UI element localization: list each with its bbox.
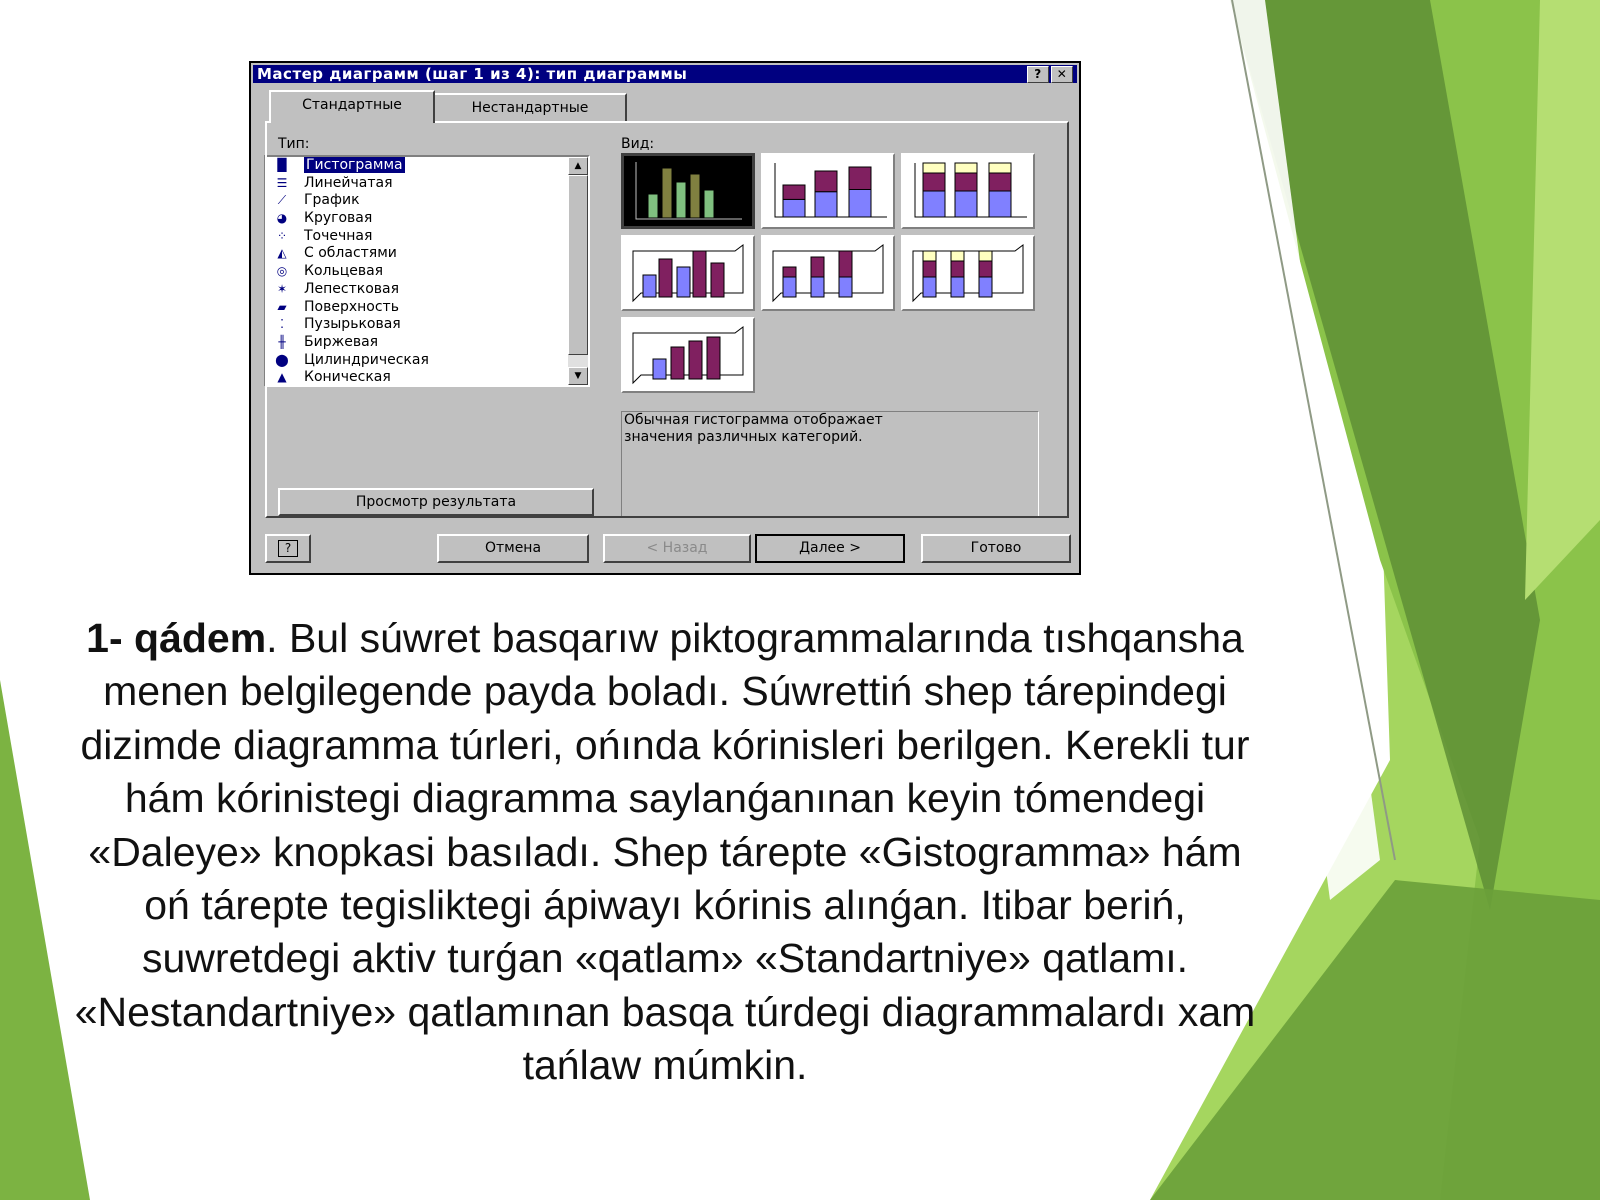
tab-standard[interactable]: Стандартные xyxy=(269,90,435,123)
chart-type-label: Коническая xyxy=(304,369,391,386)
view-label: Вид: xyxy=(621,136,655,152)
chart-type-label: Линейчатая xyxy=(304,174,393,191)
column-chart-icon: ▐▌ xyxy=(272,158,292,172)
dialog-title: Мастер диаграмм (шаг 1 из 4): тип диаграммы xyxy=(257,65,688,83)
chart-type-label: Лепестковая xyxy=(304,280,400,297)
doughnut-chart-icon: ◎ xyxy=(276,264,288,279)
help-question-icon[interactable]: ? xyxy=(1027,66,1049,83)
stock-chart-icon: ╫ xyxy=(278,334,286,349)
finish-button[interactable]: Готово xyxy=(921,534,1071,563)
scatter-chart-icon: ⁘ xyxy=(276,228,288,243)
bubble-chart-icon: ⁚ xyxy=(280,317,284,332)
area-chart-icon: ◭ xyxy=(277,246,287,261)
chart-wizard-dialog xyxy=(249,61,1081,575)
chart-type-label: Пузырьковая xyxy=(304,316,401,333)
chart-type-label: Биржевая xyxy=(304,333,379,350)
dialog-titlebar xyxy=(253,65,1077,83)
caption-step-label: 1- qádem xyxy=(86,615,267,661)
cancel-button[interactable]: Отмена xyxy=(437,534,589,563)
tab-nonstandard[interactable]: Нестандартные xyxy=(433,93,627,121)
chart-type-label: Круговая xyxy=(304,210,373,227)
surface-chart-icon: ▰ xyxy=(277,299,287,314)
tab-panel xyxy=(265,121,1069,518)
next-button[interactable]: Далее > xyxy=(755,534,905,563)
preview-result-button[interactable]: Просмотр результата xyxy=(278,488,594,516)
pie-chart-icon: ◕ xyxy=(276,211,288,226)
chart-type-label: С областями xyxy=(304,245,397,262)
cylinder-chart-icon: ⬤ xyxy=(275,352,289,367)
line-chart-icon: ⟋ xyxy=(277,193,287,208)
chart-type-label: Поверхность xyxy=(304,298,399,315)
scroll-up-icon[interactable]: ▲ xyxy=(568,157,588,175)
chart-type-label: Цилиндрическая xyxy=(304,351,429,368)
close-icon[interactable]: ✕ xyxy=(1051,66,1073,83)
description-line: Обычная гистограмма отображает xyxy=(624,412,883,428)
chart-type-label: Кольцевая xyxy=(304,263,384,280)
caption-text: . Bul súwret basqarıw piktogrammalarında tıshqansha menen belgilegende payda boladı. Súwrettiń shep tárepindegi dizimde diagramma túrleri, ońında kórinisleri berilgen. Kerekli tur hám kóriniѕtegi diagramma saylanǵanınan keyin tómendegi «Daleye» knopkasi basıladı. Shep tárepte «Gistogramma» hám oń tárepte tegisliktegi ápiwayı kórinis alınǵan. Itibar beriń, suwretdegi aktiv turǵan «qatlam» «Standartniye» qatlamı. «Nestandartniye» qatlamınan basqa túrdegi diagrammalardı xam tańlaw múmkin. xyxy=(74,615,1256,1089)
chart-type-label: Гистограмма xyxy=(306,157,403,173)
chart-type-label: Точечная xyxy=(304,227,373,244)
cone-chart-icon: ▲ xyxy=(277,370,287,385)
bar-chart-icon: ☰ xyxy=(276,175,288,190)
office-assistant-help-icon[interactable]: ? xyxy=(265,534,311,563)
back-button[interactable]: < Назад xyxy=(603,534,751,563)
chart-type-label: График xyxy=(304,192,360,209)
description-line: значения различных категорий. xyxy=(624,429,863,445)
type-label: Тип: xyxy=(278,136,310,152)
scroll-down-icon[interactable]: ▼ xyxy=(568,367,588,385)
radar-chart-icon: ✶ xyxy=(276,281,288,296)
caption-paragraph xyxy=(70,612,1260,1093)
